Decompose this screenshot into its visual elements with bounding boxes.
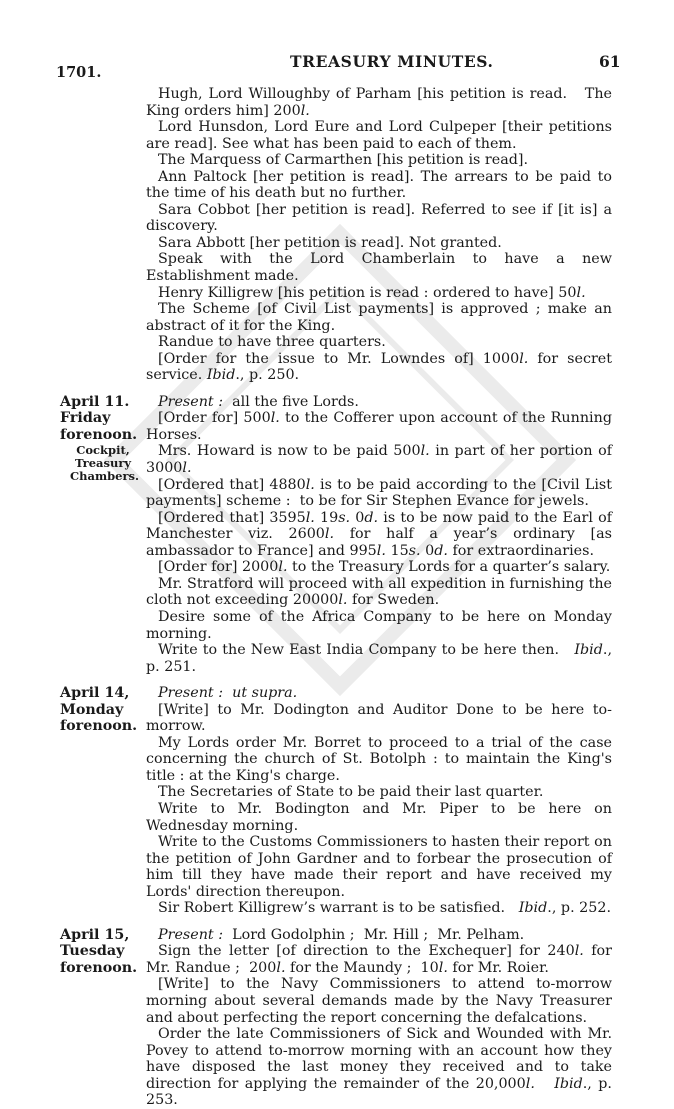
year-label: 1701. <box>56 64 102 81</box>
page-number: 61 <box>599 52 621 71</box>
paragraph: Sign the letter [of direction to the Exchequer] for 240l. for Mr. Randue ; 200l. for the Maundy ; 10l. for Mr. Roier. <box>146 943 612 976</box>
paragraph: Present : Lord Godolphin ; Mr. Hill ; Mr. Pelham. <box>158 926 525 943</box>
section-april-11 <box>60 393 613 675</box>
margin-line: Friday <box>60 410 111 427</box>
margin-place: Cockpit, <box>76 443 130 458</box>
margin-line: forenoon. <box>60 718 138 735</box>
section-april-14 <box>60 685 612 917</box>
paragraph: [Ordered that] 4880l. is to be paid according to the [Civil List payments] scheme : to be for Sir Stephen Evance for jewels. <box>146 476 613 510</box>
paragraph: The Scheme [of Civil List payments] is approved ; make an abstract of it for the King. <box>146 301 612 334</box>
margin-place: Treasury <box>74 456 132 471</box>
margin-line: forenoon. <box>60 426 138 443</box>
margin-line: Tuesday <box>60 943 125 960</box>
paragraph: The Secretaries of State to be paid their last quarter. <box>158 784 544 801</box>
paragraph: [Order for the issue to Mr. Lowndes of] 1000l. for secret service. Ibid., p. 250. <box>146 350 613 384</box>
paragraph: Lord Hunsdon, Lord Eure and Lord Culpeper [their petitions are read]. See what has been paid to each of them. <box>146 119 612 152</box>
paragraph: Present : all the five Lords. <box>158 393 359 410</box>
paragraph: [Order for] 500l. to the Cofferer upon account of the Running Horses. <box>146 410 612 443</box>
section-april-15 <box>60 926 612 1109</box>
paragraph: Sara Cobbot [her petition is read]. Referred to see if [it is] a discovery. <box>146 201 612 235</box>
paragraph: Write to Mr. Bodington and Mr. Piper to be here on Wednesday morning. <box>146 800 612 834</box>
paragraph: Mr. Stratford will proceed with all expedition in furnishing the cloth not exceeding 20000l. for Sweden. <box>146 575 612 609</box>
paragraph: Speak with the Lord Chamberlain to have a new Establishment made. <box>146 251 612 285</box>
paragraph: The Marquess of Carmarthen [his petition is read]. <box>158 152 529 169</box>
paragraph: Present : ut supra. <box>158 685 298 702</box>
paragraph: Order the late Commissioners of Sick and Wounded with Mr. Povey to attend to-morrow morning with an account how they have disposed the last money they received and to take direction for applying the remainder of the 20,000l. Ibid., p. 253. <box>146 1026 612 1109</box>
paragraph: Ann Paltock [her petition is read]. The arrears to be paid to the time of his death but no further. <box>146 168 612 202</box>
margin-line: forenoon. <box>60 959 138 976</box>
margin-date <box>60 685 140 735</box>
paragraph: [Write] to the Navy Commissioners to attend to-morrow morning about several demands made by the Navy Treasurer and about perfecting the report concerning the defalcations. <box>146 976 612 1026</box>
margin-line: April 15, <box>60 926 130 943</box>
paragraph: [Ordered that] 3595l. 19s. 0d. is to be now paid to the Earl of Manchester viz. 2600l. for half a year’s ordinary [as ambassador to France] and 995l. 15s. 0d. for extraordinaries. <box>146 509 612 559</box>
paragraph: Sara Abbott [her petition is read]. Not granted. <box>158 234 502 251</box>
paragraph: Hugh, Lord Willoughby of Parham [his petition is read. The King orders him] 200l. <box>146 86 612 119</box>
margin-date <box>60 394 140 484</box>
minutes-body <box>60 86 613 1109</box>
paragraph: [Order for] 2000l. to the Treasury Lords for a quarter’s salary. <box>158 559 611 576</box>
page-header <box>0 0 674 80</box>
margin-line: April 14, <box>60 685 130 702</box>
paragraph: Randue to have three quarters. <box>158 334 386 351</box>
margin-line: April 11. <box>60 393 130 410</box>
running-title: TREASURY MINUTES. <box>290 52 494 71</box>
paragraph: Sir Robert Killigrew’s warrant is to be satisfied. Ibid., p. 252. <box>158 900 611 917</box>
paragraph: Mrs. Howard is now to be paid 500l. in part of her portion of 3000l. <box>146 443 612 477</box>
paragraph: Henry Killigrew [his petition is read : ordered to have] 50l. <box>158 284 586 301</box>
margin-place: Chambers. <box>70 469 140 484</box>
margin-date <box>60 927 140 977</box>
margin-line: Monday <box>60 701 124 718</box>
paragraph: Desire some of the Africa Company to be here on Monday morning. <box>146 608 612 642</box>
section-undated <box>146 86 612 384</box>
paragraph: My Lords order Mr. Borret to proceed to a trial of the case concerning the church of St. Botolph : to maintain the King's title : at the King's charge. <box>146 734 612 784</box>
paragraph: Write to the New East India Company to be here then. Ibid., p. 251. <box>146 642 612 675</box>
paragraph: [Write] to Mr. Dodington and Auditor Done to be here to-morrow. <box>146 701 612 735</box>
paragraph: Write to the Customs Commissioners to hasten their report on the petition of John Gardner and to forbear the prosecution of him till they have made their report and have received my Lords' direction thereupon. <box>146 834 612 900</box>
